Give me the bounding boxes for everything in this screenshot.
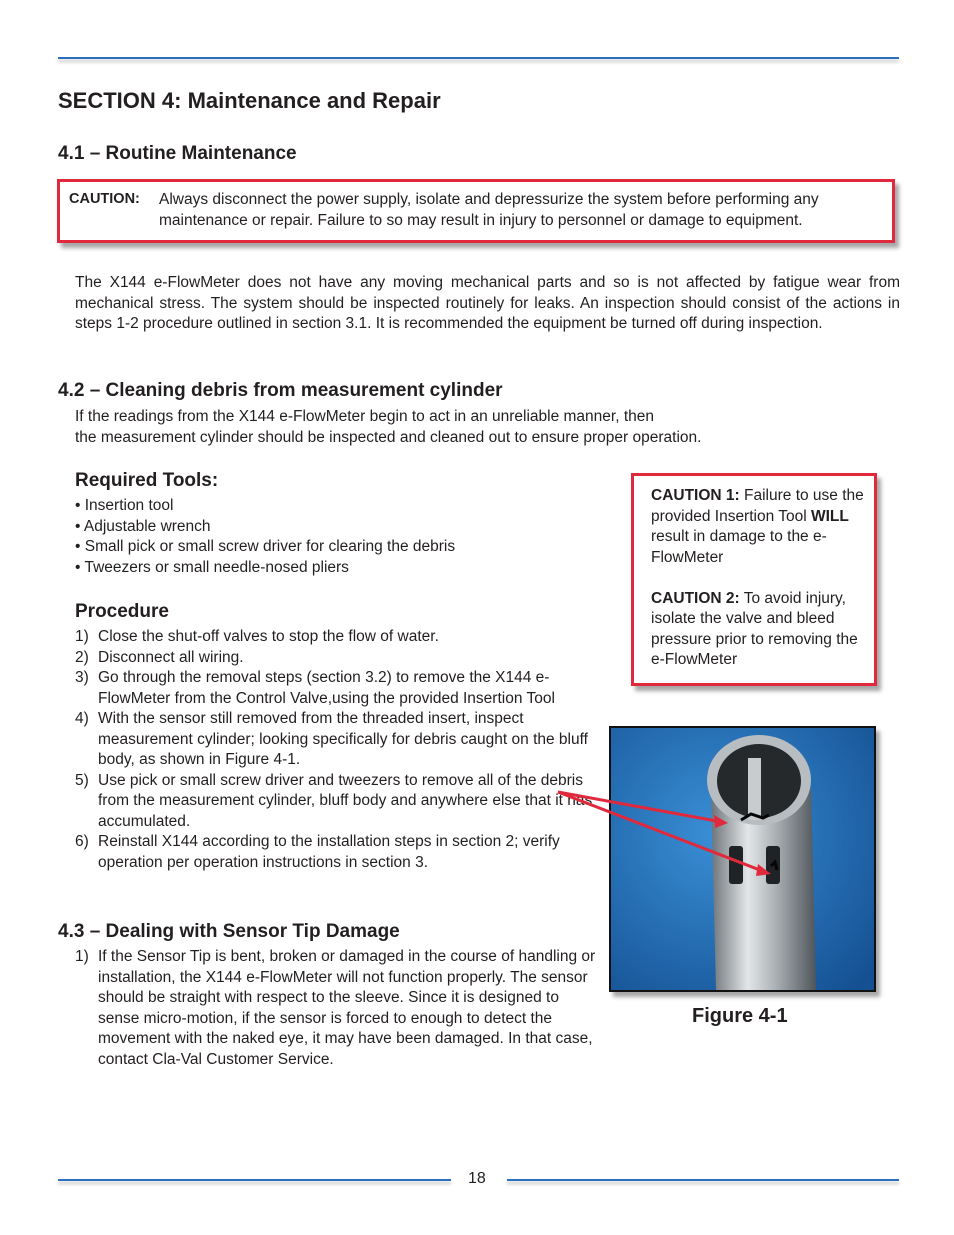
caution-box [57, 179, 895, 243]
bottom-rule-left [58, 1179, 451, 1181]
list-item: • Small pick or small screw driver for clearing the debris [75, 538, 456, 556]
step-number: 1) [75, 948, 89, 965]
list-item [75, 709, 595, 771]
step-text: If the Sensor Tip is bent, broken or damaged in the course of handling or installation, the X144 e-FlowMeter will not function properly. The sensor should be straight with respect to the sleeve. Since it is designed to sense micro-motion, if the sensor is forced to enough to detect the movement with the naked eye, it may have been damaged. In that case, contact Cla-Val Customer Service. [98, 948, 596, 1068]
section-title: SECTION 4: Maintenance and Repair [58, 88, 441, 113]
caution-1 [651, 486, 871, 568]
cleaning-intro-line2: the measurement cylinder should be inspected and cleaned out to ensure proper operation. [75, 429, 702, 446]
list-item [75, 832, 595, 873]
figure-arrows [540, 770, 800, 890]
caution-2-text: To avoid injury, isolate the valve and bleed pressure prior to removing the e-FlowMeter [651, 589, 858, 668]
caution-1-text-end: result in damage to the e-FlowMeter [651, 528, 827, 566]
heading-procedure: Procedure [75, 601, 169, 622]
list-item: • Tweezers or small needle-nosed pliers [75, 559, 349, 577]
step-number: 1) [75, 628, 89, 645]
step-text: Use pick or small screw driver and tweezers to remove all of the debris from the measurement cylinder, bluff body and anywhere else that it has accumulated. [98, 771, 593, 830]
list-item: • Adjustable wrench [75, 517, 211, 535]
routine-body: The X144 e-FlowMeter does not have any moving mechanical parts and so is not affected by fatigue wear from mechanical stress. The system should be inspected routinely for leaks. An inspection should consist of the actions in steps 1-2 procedure outlined in section 3.1. It is recommended the equipment be turned off during inspection. [75, 274, 900, 332]
step-number: 4) [75, 710, 89, 727]
step-number: 6) [75, 833, 89, 850]
top-rule [58, 57, 899, 59]
step-text: Reinstall X144 according to the installation steps in section 2; verify operation per operation instructions in section 3. [98, 833, 560, 871]
side-caution-box [631, 473, 877, 686]
list-item [75, 771, 595, 833]
heading-tip-damage: 4.3 – Dealing with Sensor Tip Damage [58, 921, 400, 942]
caution-text: Always disconnect the power supply, isolate and depressurize the system before performing any maintenance or repair. Failure to so may result in injury to personnel or damage to equipment. [159, 191, 819, 229]
caution-2 [651, 589, 871, 671]
list-item [75, 627, 595, 648]
heading-cleaning: 4.2 – Cleaning debris from measurement cylinder [58, 380, 503, 401]
tools-list [75, 496, 455, 579]
step-number: 3) [75, 669, 89, 686]
tip-damage-steps [75, 947, 597, 1070]
caution-1-text: Failure to use the provided Insertion Tool [651, 487, 864, 525]
list-item [75, 947, 597, 1070]
caution-label: CAUTION: [69, 191, 140, 207]
step-text: Close the shut-off valves to stop the flow of water. [98, 628, 439, 645]
page-number: 18 [468, 1170, 486, 1187]
figure-caption: Figure 4-1 [692, 1005, 788, 1027]
bottom-rule-right [507, 1179, 899, 1181]
procedure-steps [75, 627, 595, 873]
caution-1-will: WILL [810, 507, 849, 525]
side-caution-text [651, 486, 871, 671]
caution-1-label: CAUTION 1: [651, 487, 740, 504]
step-text: Disconnect all wiring. [98, 648, 244, 666]
step-text: With the sensor still removed from the threaded insert, inspect measurement cylinder; looking specifically for debris caught on the bluff body, as shown in Figure 4-1. [98, 710, 588, 768]
heading-routine-maintenance: 4.1 – Routine Maintenance [58, 143, 297, 164]
step-number: 5) [75, 771, 89, 789]
step-text: Go through the removal steps (section 3.2) to remove the X144 e-FlowMeter from the Control Valve,using the provided Insertion Tool [98, 669, 555, 707]
list-item [75, 648, 595, 669]
list-item: • Insertion tool [75, 497, 174, 514]
cleaning-intro-line1: If the readings from the X144 e-FlowMeter begin to act in an unreliable manner, then [75, 408, 655, 425]
heading-required-tools: Required Tools: [75, 470, 219, 491]
caution-2-label: CAUTION 2: [651, 589, 740, 607]
step-number: 2) [75, 648, 89, 666]
list-item [75, 668, 595, 709]
